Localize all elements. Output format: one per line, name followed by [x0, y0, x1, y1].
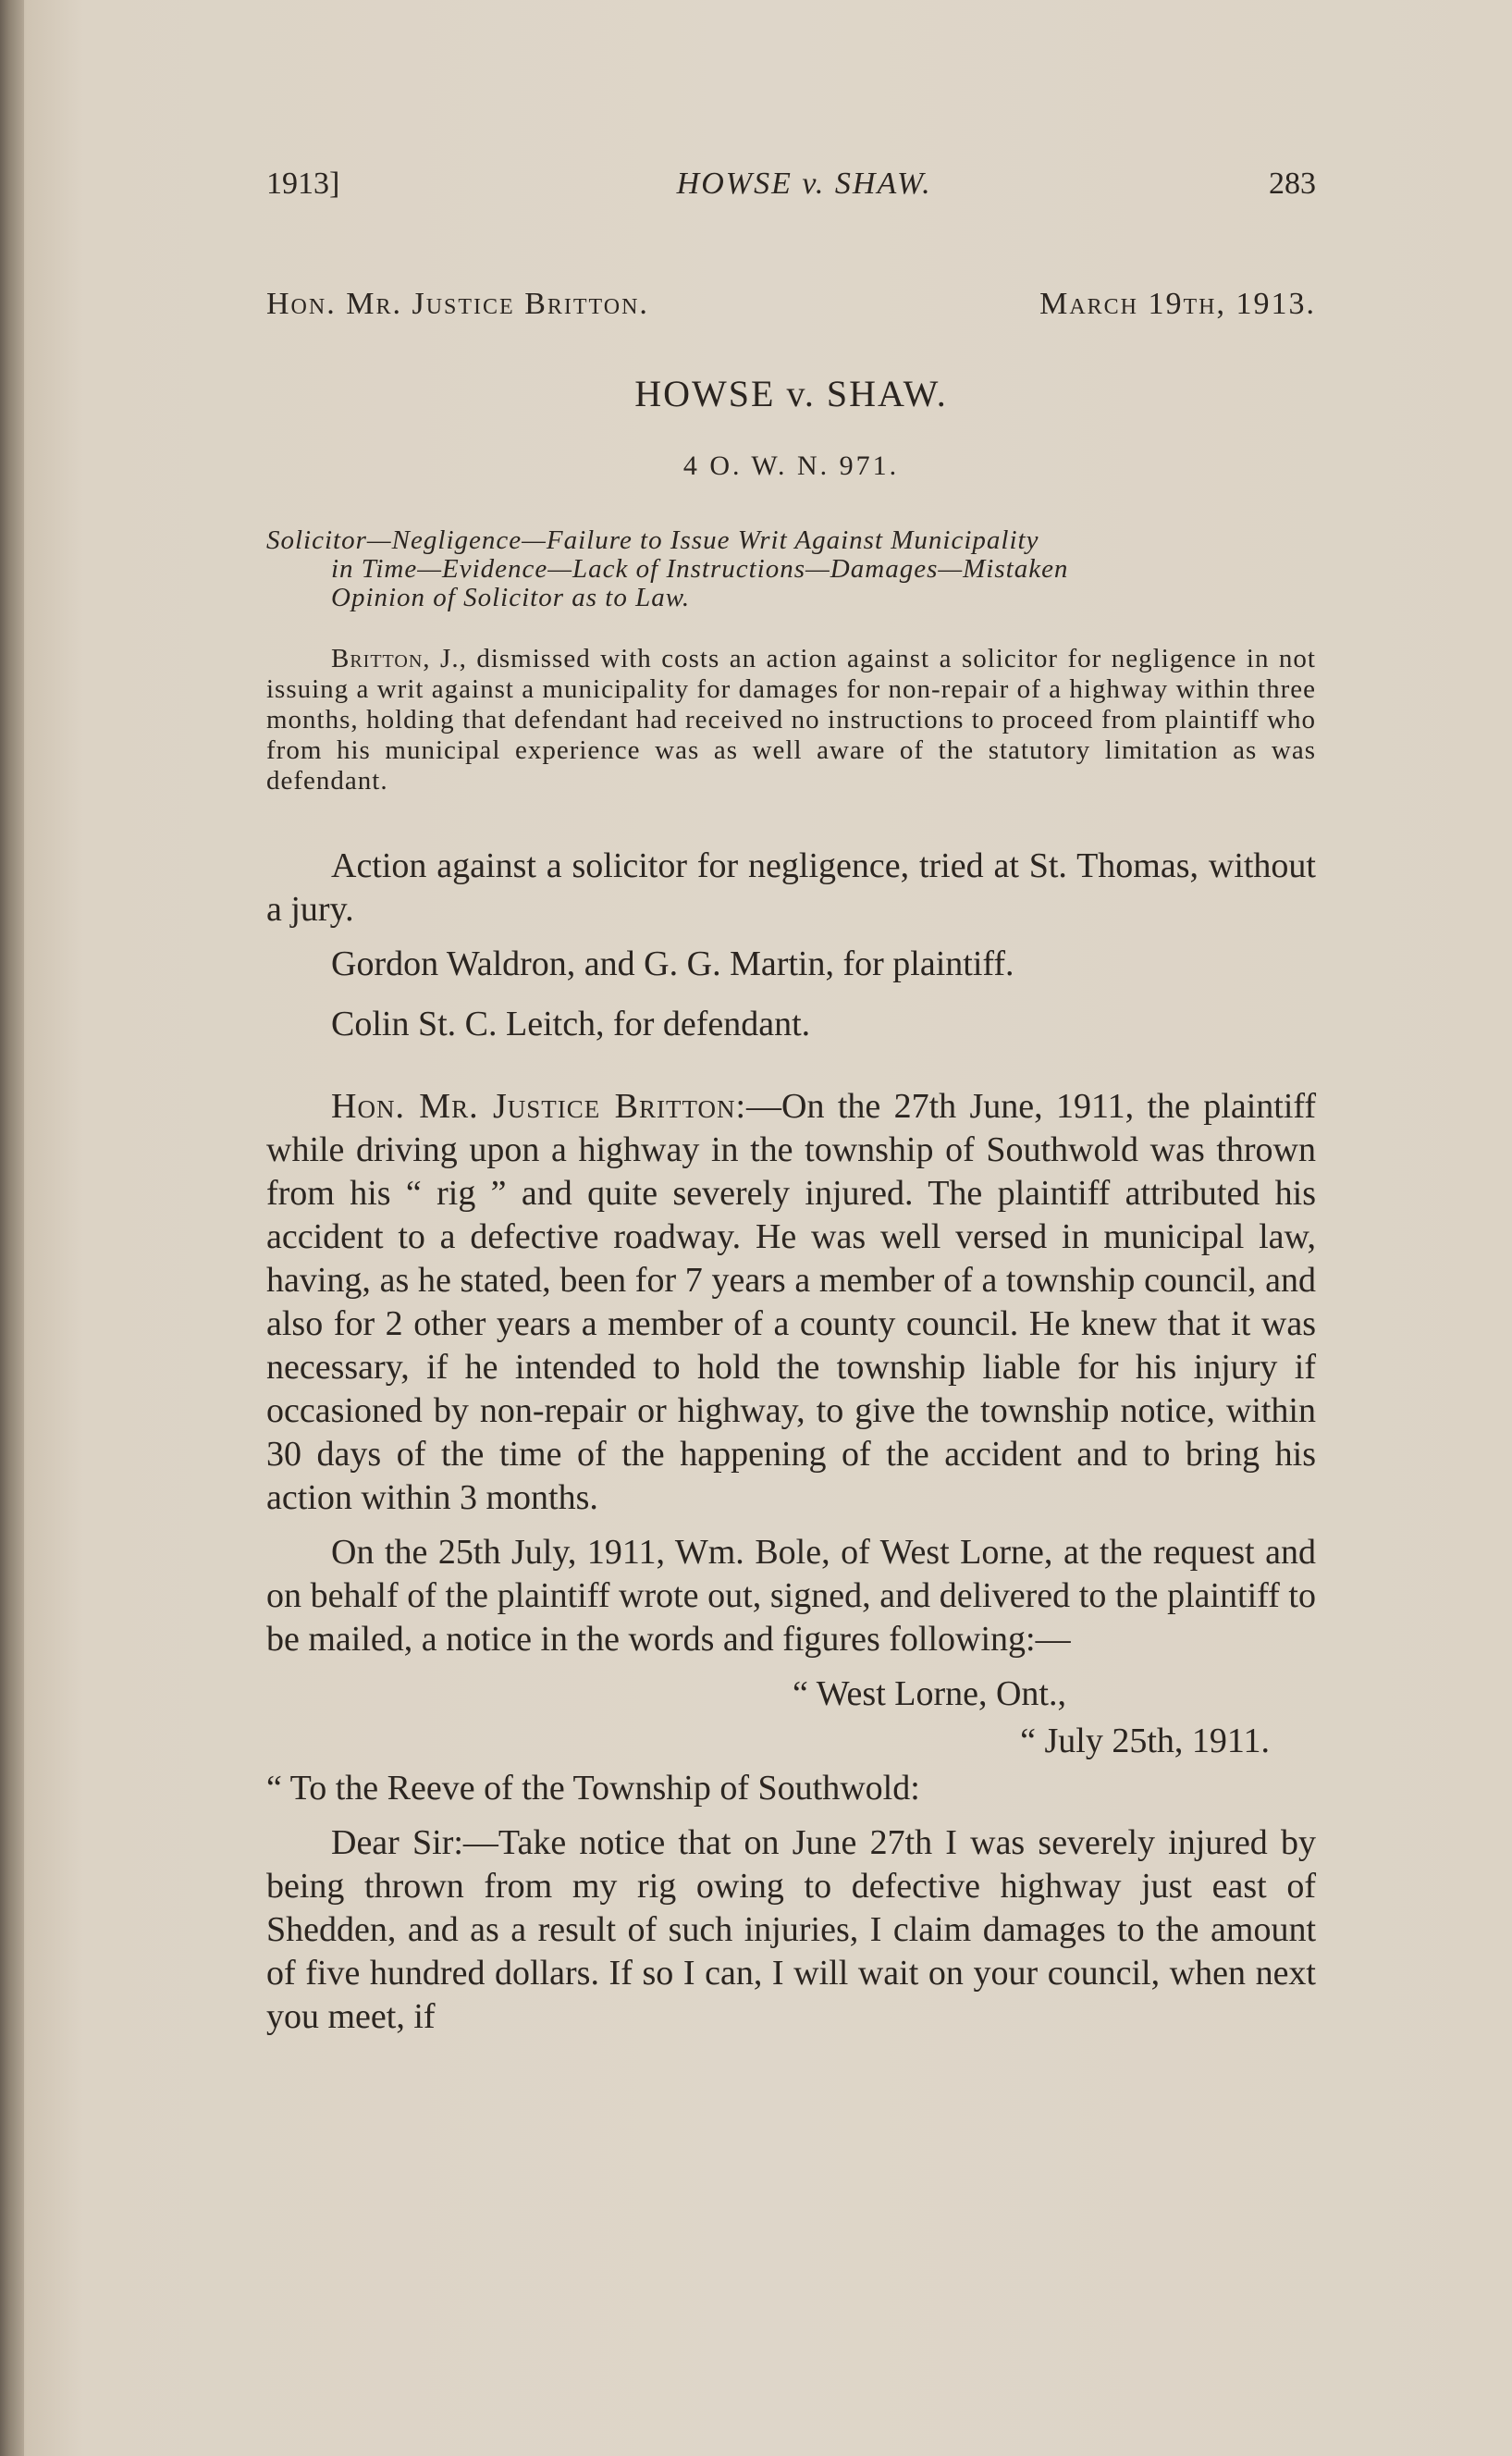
judge-name: Hon. Mr. Justice Britton. [266, 287, 649, 321]
counsel-plaintiff: Gordon Waldron, and G. G. Martin, for plaintiff. [331, 944, 1014, 983]
letter-body: Dear Sir:—Take notice that on June 27th I was severely injured by being thrown from my rig owing to defective highway just east of Shedden, and as a result of such injuries, I claim damages to the amount of five hundred dollars. If so I can, I will wait on your council, when next you meet, if [266, 1823, 1316, 2036]
page-number: 283 [1268, 167, 1316, 201]
catchwords-line-2: in Time—Evidence—Lack of Instructions—Damages—Mistaken [331, 554, 1069, 584]
intro-paragraph: Action against a solicitor for negligence, tried at St. Thomas, without a jury. [266, 846, 1316, 929]
letter-place: “ West Lorne, Ont., [793, 1674, 1066, 1713]
catchwords [266, 526, 1316, 612]
catchwords-line-3: Opinion of Solicitor as to Law. [331, 583, 691, 612]
judgment-opening: Hon. Mr. Justice Britton: [331, 1087, 747, 1126]
page-content [266, 167, 1316, 2050]
running-head-title: HOWSE v. SHAW. [676, 167, 932, 201]
letter-date: “ July 25th, 1911. [1020, 1722, 1270, 1760]
letter-address: “ To the Reeve of the Township of Southwold: [266, 1769, 920, 1808]
counsel-defendant: Colin St. C. Leitch, for defendant. [331, 1005, 811, 1043]
citation: 4 O. W. N. 971. [682, 450, 900, 481]
running-head [266, 167, 1316, 222]
body-text [266, 845, 1316, 2039]
judgment-paragraph-1-text: —On the 27th June, 1911, the plaintiff while driving upon a highway in the township of Southwold was thrown from his “ rig ” and quite severely injured. The plaintiff attributed his accident to a defective roadway. He was well versed in municipal law, having, as he stated, been for 7 years a member of a township council, and also for 2 other years a member of a county council. He knew that it was necessary, if he intended to hold the township liable for his injury if occasioned by non-repair or highway, to give the township notice, within 30 days of the time of the happening of the accident and to bring his action within 3 months. [266, 1087, 1316, 1517]
running-head-year: 1913] [266, 167, 340, 201]
judgment-paragraph-1 [266, 1085, 1316, 1520]
case-title: HOWSE v. SHAW. [634, 373, 948, 414]
headnote [266, 644, 1316, 796]
judgment-paragraph-2: On the 25th July, 1911, Wm. Bole, of West Lorne, at the request and on behalf of the plaintiff wrote out, signed, and delivered to the plaintiff to be mailed, a notice in the words and figures following:— [266, 1533, 1316, 1659]
judge-line [266, 287, 1316, 322]
catchwords-line-1: Solicitor—Negligence—Failure to Issue Writ Against Municipality [266, 525, 1039, 555]
headnote-text: , dismissed with costs an action against a solicitor for negligence in not issuing a writ against a municipality for damages for non-repair of a highway within three months, holding that defendant had received no instructions to proceed from plaintiff who from his municipal experience was as well aware of the statutory limitation as was defendant. [266, 644, 1316, 796]
headnote-judge: Britton, J. [331, 644, 460, 673]
judgment-date: March 19th, 1913. [1039, 287, 1316, 321]
page-binding-edge [0, 0, 24, 2456]
